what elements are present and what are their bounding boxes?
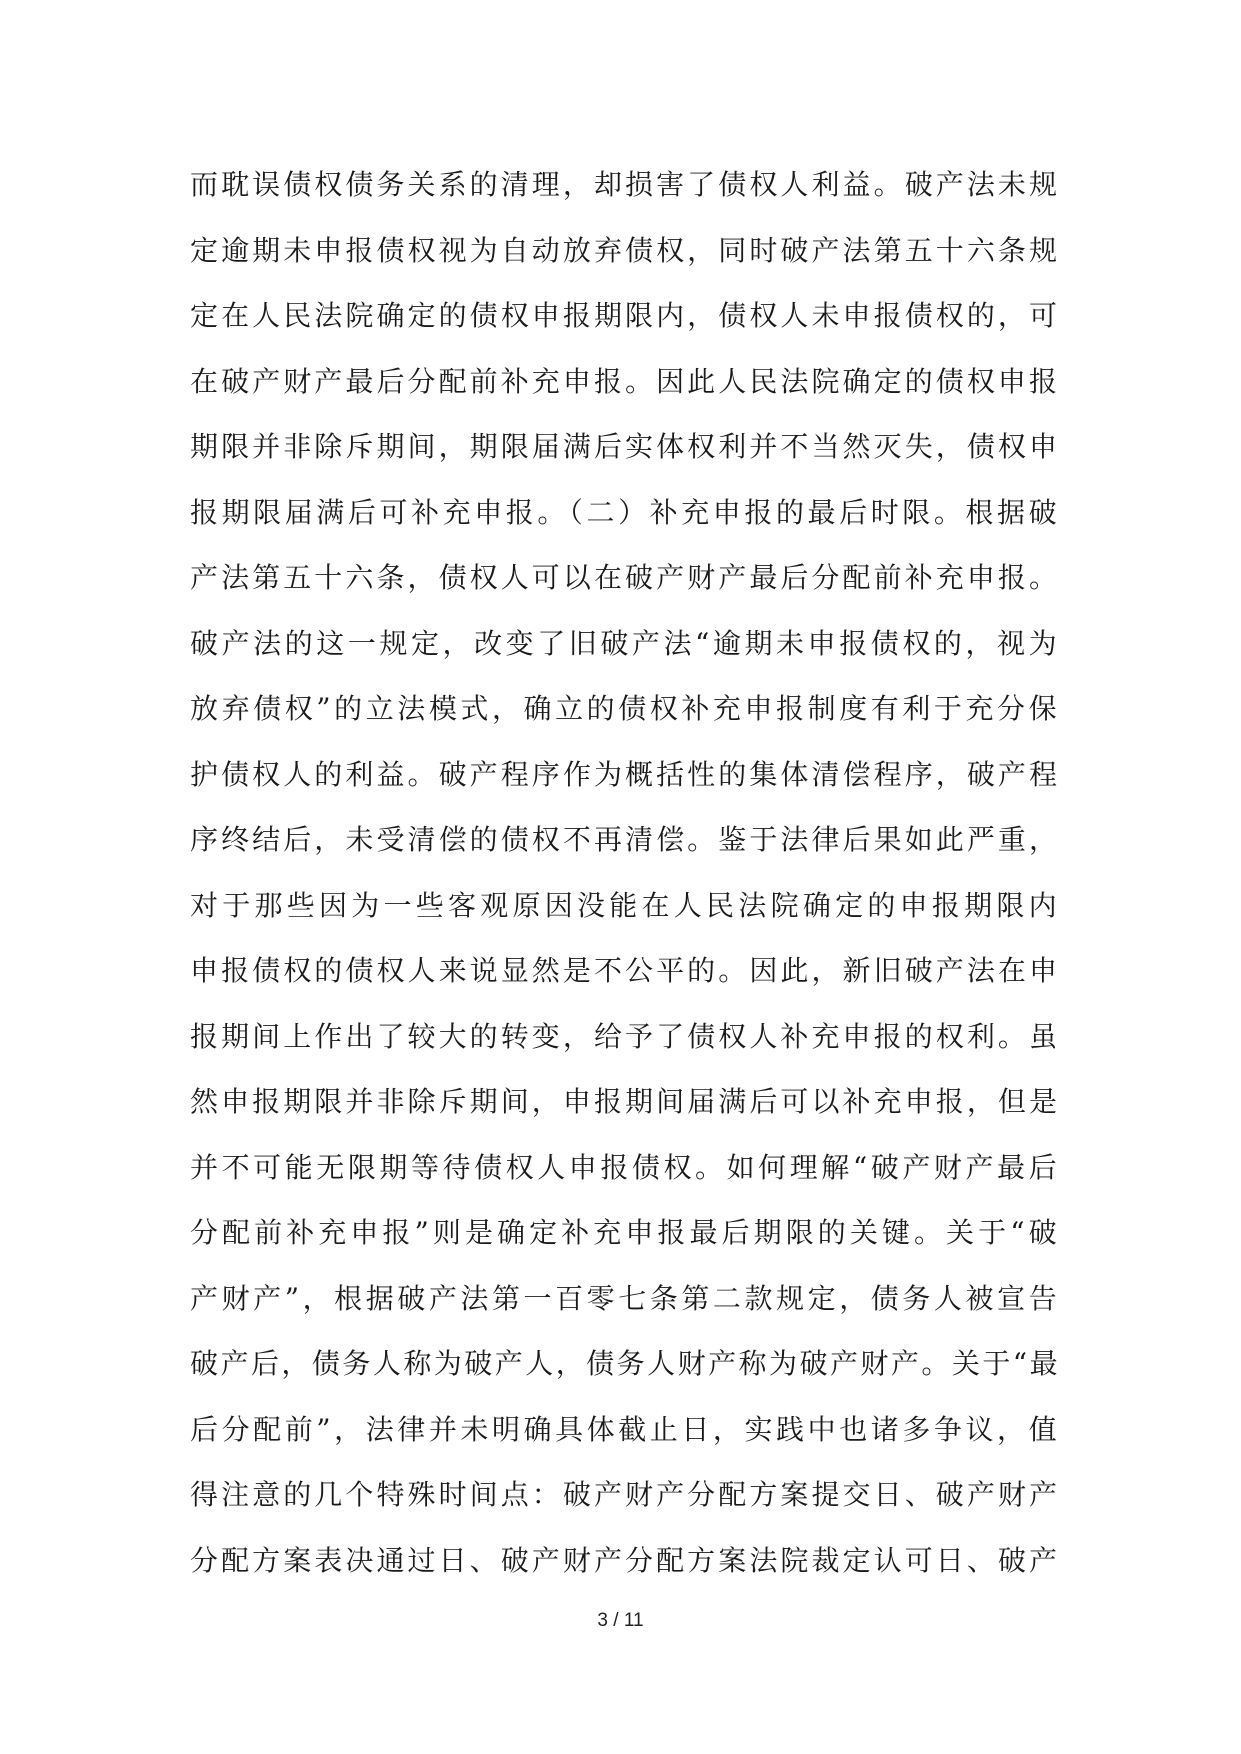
text-line: 定逾期未申报债权视为自动放弃债权，同时破产法第五十六条规 [190, 233, 1060, 267]
text-line: 分配前补充申报”则是确定补充申报最后期限的关键。关于“破 [190, 1216, 1060, 1249]
text-line: 在破产财产最后分配前补充申报。因此人民法院确定的债权申报 [190, 364, 1060, 398]
text-line: 得注意的几个特殊时间点：破产财产分配方案提交日、破产财产 [190, 1478, 1060, 1511]
text-line: 定在人民法院确定的债权申报期限内，债权人未申报债权的，可 [190, 299, 1060, 332]
page-number: 3 / 11 [597, 1610, 644, 1631]
body-paragraph [190, 152, 1060, 1593]
text-line: 护债权人的利益。破产程序作为概括性的集体清偿程序，破产程 [190, 757, 1060, 791]
text-line: 后分配前”，法律并未明确具体截止日，实践中也诸多争议，值 [190, 1412, 1060, 1446]
text-line: 对于那些因为一些客观原因没能在人民法院确定的申报期限内 [190, 888, 1060, 922]
text-line: 破产后，债务人称为破产人，债务人财产称为破产财产。关于“最 [190, 1347, 1060, 1380]
text-line: 破产法的这一规定，改变了旧破产法“逾期未申报债权的，视为 [190, 626, 1060, 660]
text-line: 产财产”，根据破产法第一百零七条第二款规定，债务人被宣告 [190, 1281, 1060, 1315]
text-line: 分配方案表决通过日、破产财产分配方案法院裁定认可日、破产 [190, 1543, 1060, 1577]
text-line: 报期间上作出了较大的转变，给予了债权人补充申报的权利。虽 [190, 1019, 1060, 1053]
text-line: 然申报期限并非除斥期间，申报期间届满后可以补充申报，但是 [190, 1085, 1060, 1118]
text-line: 报期限届满后可补充申报。（二）补充申报的最后时限。根据破 [190, 495, 1060, 529]
text-line: 并不可能无限期等待债权人申报债权。如何理解“破产财产最后 [190, 1150, 1060, 1184]
text-line: 申报债权的债权人来说显然是不公平的。因此，新旧破产法在申 [190, 954, 1060, 987]
text-line: 产法第五十六条，债权人可以在破产财产最后分配前补充申报。 [190, 561, 1060, 594]
text-line: 放弃债权”的立法模式，确立的债权补充申报制度有利于充分保 [190, 692, 1060, 725]
text-line: 期限并非除斥期间，期限届满后实体权利并不当然灭失，债权申 [190, 430, 1060, 463]
text-line: 而耽误债权债务关系的清理，却损害了债权人利益。破产法未规 [190, 168, 1060, 201]
text-line: 序终结后，未受清偿的债权不再清偿。鉴于法律后果如此严重， [190, 823, 1060, 856]
